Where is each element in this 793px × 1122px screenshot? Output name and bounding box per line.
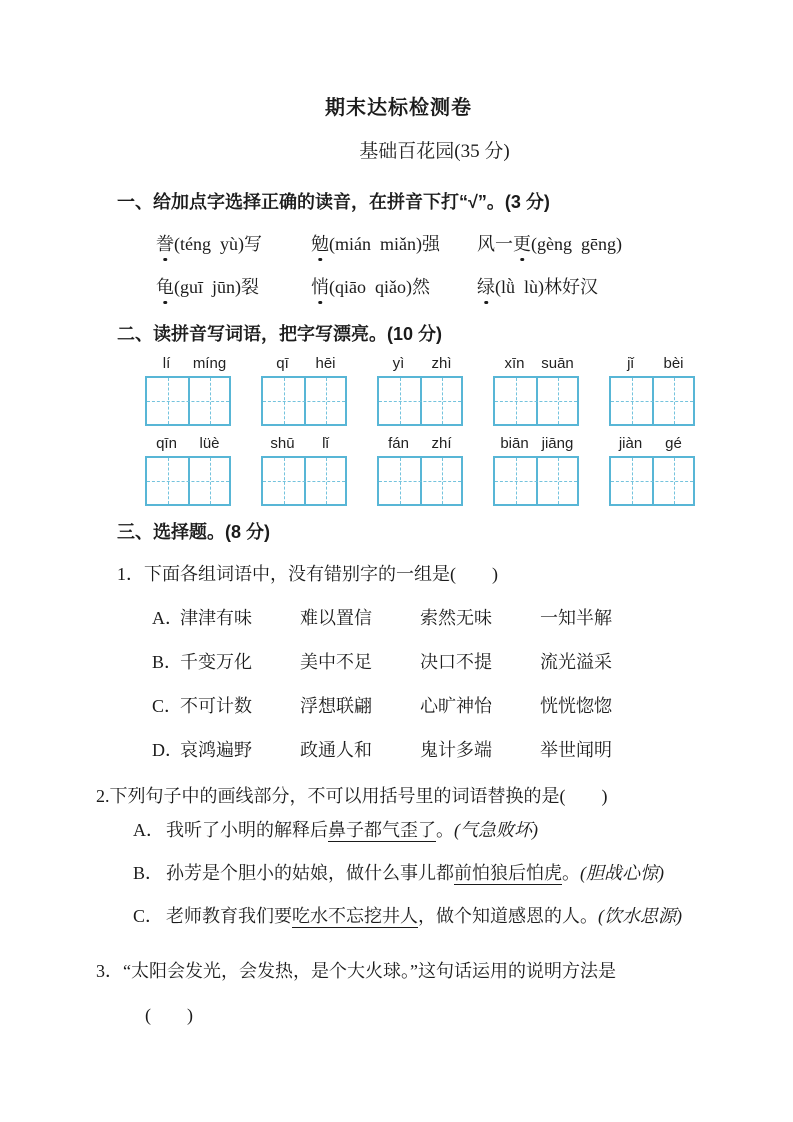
page-subtitle: 基础百花园(35 分) xyxy=(359,141,510,162)
question2-option-a xyxy=(96,809,701,852)
sentence-pre: 我听了小明的解释后 xyxy=(166,820,328,840)
question1-option-a xyxy=(96,605,701,631)
writing-grid[interactable] xyxy=(261,376,347,426)
grid-cell[interactable] xyxy=(304,378,345,424)
writing-grid[interactable] xyxy=(609,456,695,506)
underlined-phrase: 吃水不忘挖井人 xyxy=(292,906,418,926)
pronunciation-item xyxy=(156,231,311,257)
pinyin-labels xyxy=(261,435,347,453)
item-rest: (qiāo qiǎo)然 xyxy=(329,277,430,297)
option-word: 千变万化 xyxy=(180,652,252,672)
pinyin-label: suān xyxy=(541,355,574,372)
grid-cell[interactable] xyxy=(652,378,693,424)
writing-grid[interactable] xyxy=(493,376,579,426)
pinyin-grid-row xyxy=(96,435,701,506)
option-label: A． xyxy=(133,820,164,840)
dotted-character: 绿 xyxy=(477,274,495,300)
question2-option-c xyxy=(96,895,701,938)
pinyin-label: jiàn xyxy=(618,435,643,452)
option-word: 鬼计多端 xyxy=(420,740,492,760)
item-rest: (guī jūn)裂 xyxy=(174,277,259,297)
writing-grid[interactable] xyxy=(377,376,463,426)
option-word: 索然无味 xyxy=(420,608,492,628)
pinyin-word-group xyxy=(261,355,347,426)
dotted-character: 勉 xyxy=(311,231,329,257)
grid-cell[interactable] xyxy=(147,378,188,424)
grid-cell[interactable] xyxy=(188,378,229,424)
option-word: 心旷神怡 xyxy=(420,696,492,716)
grid-cell[interactable] xyxy=(420,378,461,424)
writing-grid[interactable] xyxy=(377,456,463,506)
option-word: 恍恍惚惚 xyxy=(540,696,612,716)
option-word: 流光溢采 xyxy=(540,652,612,672)
option-text xyxy=(166,852,688,895)
option-word: 美中不足 xyxy=(300,652,372,672)
section1-heading: 一、给加点字选择正确的读音，在拼音下打“√”。(3 分) xyxy=(117,192,550,212)
pinyin-label: shū xyxy=(270,435,295,452)
pinyin-label: qīn xyxy=(156,435,177,452)
option-word: 一知半解 xyxy=(540,608,612,628)
pinyin-label: jiāng xyxy=(541,435,574,452)
pinyin-word-group xyxy=(609,435,695,506)
question1-option-c xyxy=(96,693,701,719)
grid-cell[interactable] xyxy=(495,458,536,504)
dotted-character: 龟 xyxy=(156,274,174,300)
sentence-pre: 孙芳是个胆小的姑娘，做什么事儿都 xyxy=(166,863,454,883)
grid-cell[interactable] xyxy=(304,458,345,504)
question1-option-b xyxy=(96,649,701,675)
pronunciation-item xyxy=(477,274,701,300)
option-label: B． xyxy=(133,863,164,883)
pinyin-label: zhì xyxy=(431,355,452,372)
question3-answer-bracket: ( ) xyxy=(145,1005,193,1025)
sentence-mid: 。 xyxy=(562,863,580,883)
grid-cell[interactable] xyxy=(188,458,229,504)
pinyin-labels xyxy=(377,355,463,373)
pinyin-label: qī xyxy=(276,355,289,372)
dotted-character: 誊 xyxy=(156,231,174,257)
option-word: 津津有味 xyxy=(180,608,252,628)
underlined-phrase: 鼻子都气歪了 xyxy=(328,820,436,840)
pinyin-word-group xyxy=(377,355,463,426)
question1-option-d xyxy=(96,737,701,763)
grid-cell[interactable] xyxy=(611,378,652,424)
question2-option-b xyxy=(96,852,701,895)
item-rest: (lǜ lù)林好汉 xyxy=(495,277,598,297)
pinyin-labels xyxy=(609,355,695,373)
item-pre: 风一 xyxy=(477,234,513,254)
pronunciation-item xyxy=(311,274,477,300)
pinyin-label: hēi xyxy=(315,355,336,372)
option-label: C． xyxy=(133,906,164,926)
pronunciation-row xyxy=(96,231,701,257)
item-rest: (mián miǎn)强 xyxy=(329,234,440,254)
pinyin-word-group xyxy=(145,435,231,506)
pinyin-labels xyxy=(261,355,347,373)
writing-grid[interactable] xyxy=(145,456,231,506)
pinyin-labels xyxy=(493,355,579,373)
pinyin-labels xyxy=(145,355,231,373)
pinyin-label: gé xyxy=(665,435,682,452)
grid-cell[interactable] xyxy=(147,458,188,504)
pinyin-label: xīn xyxy=(504,355,525,372)
pinyin-label: míng xyxy=(192,355,227,372)
option-label: A． xyxy=(152,608,183,628)
option-text xyxy=(166,809,688,852)
pinyin-label: bèi xyxy=(663,355,684,372)
pinyin-word-group xyxy=(261,435,347,506)
writing-grid[interactable] xyxy=(145,376,231,426)
writing-grid[interactable] xyxy=(609,376,695,426)
pinyin-word-group xyxy=(609,355,695,426)
pinyin-word-group xyxy=(493,435,579,506)
section3-heading: 三、选择题。(8 分) xyxy=(117,522,270,542)
item-rest: (téng yù)写 xyxy=(174,234,262,254)
underlined-phrase: 前怕狼后怕虎 xyxy=(454,863,562,883)
option-word: 难以置信 xyxy=(300,608,372,628)
option-word: 哀鸿遍野 xyxy=(180,740,252,760)
grid-cell[interactable] xyxy=(420,458,461,504)
pinyin-label: yì xyxy=(392,355,405,372)
option-word: 决口不提 xyxy=(420,652,492,672)
pinyin-label: biān xyxy=(500,435,529,452)
pinyin-word-group xyxy=(145,355,231,426)
dotted-character: 悄 xyxy=(311,274,329,300)
pinyin-label: zhí xyxy=(431,435,452,452)
pinyin-word-group xyxy=(493,355,579,426)
question2-stem: 2.下列句子中的画线部分，不可以用括号里的词语替换的是( ) xyxy=(96,786,608,806)
pinyin-labels xyxy=(609,435,695,453)
grid-cell[interactable] xyxy=(263,458,304,504)
sentence-mid: 。 xyxy=(436,820,454,840)
pinyin-label: fán xyxy=(388,435,409,452)
writing-grid[interactable] xyxy=(493,456,579,506)
option-label: C． xyxy=(152,696,183,716)
pinyin-grid-row xyxy=(96,355,701,426)
replacement-word: (饮水思源) xyxy=(598,906,682,926)
option-word: 举世闻明 xyxy=(540,740,612,760)
pronunciation-item xyxy=(477,231,701,257)
pronunciation-item xyxy=(156,274,311,300)
dotted-character: 更 xyxy=(513,231,531,257)
pinyin-labels xyxy=(493,435,579,453)
sentence-pre: 老师教育我们要 xyxy=(166,906,292,926)
pinyin-word-group xyxy=(377,435,463,506)
page-title: 期末达标检测卷 xyxy=(325,97,472,119)
pronunciation-item xyxy=(311,231,477,257)
question3-stem: 3．“太阳会发光，会发热，是个大火球。”这句话运用的说明方法是 xyxy=(96,961,616,981)
option-label: B． xyxy=(152,652,183,672)
option-word: 不可计数 xyxy=(180,696,252,716)
grid-cell[interactable] xyxy=(611,458,652,504)
grid-cell[interactable] xyxy=(379,378,420,424)
pronunciation-row xyxy=(96,274,701,300)
option-label: D． xyxy=(152,740,183,760)
pinyin-labels xyxy=(145,435,231,453)
grid-cell[interactable] xyxy=(379,458,420,504)
writing-grid[interactable] xyxy=(261,456,347,506)
option-text xyxy=(166,895,688,938)
grid-cell[interactable] xyxy=(536,458,577,504)
replacement-word: (胆战心惊) xyxy=(580,863,664,883)
sentence-mid: ，做个知道感恩的人。 xyxy=(418,906,598,926)
pinyin-labels xyxy=(377,435,463,453)
section2-heading: 二、读拼音写词语，把字写漂亮。(10 分) xyxy=(117,324,443,344)
option-word: 浮想联翩 xyxy=(300,696,372,716)
pinyin-label: lí xyxy=(162,355,171,372)
grid-cell[interactable] xyxy=(652,458,693,504)
replacement-word: (气急败坏) xyxy=(454,820,538,840)
grid-cell[interactable] xyxy=(495,378,536,424)
pinyin-label: lǐ xyxy=(322,435,329,452)
option-word: 政通人和 xyxy=(300,740,372,760)
pinyin-label: jǐ xyxy=(627,355,634,372)
grid-cell[interactable] xyxy=(263,378,304,424)
pinyin-label: lüè xyxy=(199,435,220,452)
question1-stem: 1．下面各组词语中，没有错别字的一组是( ) xyxy=(117,564,498,584)
item-rest: (gèng gēng) xyxy=(531,234,622,254)
grid-cell[interactable] xyxy=(536,378,577,424)
